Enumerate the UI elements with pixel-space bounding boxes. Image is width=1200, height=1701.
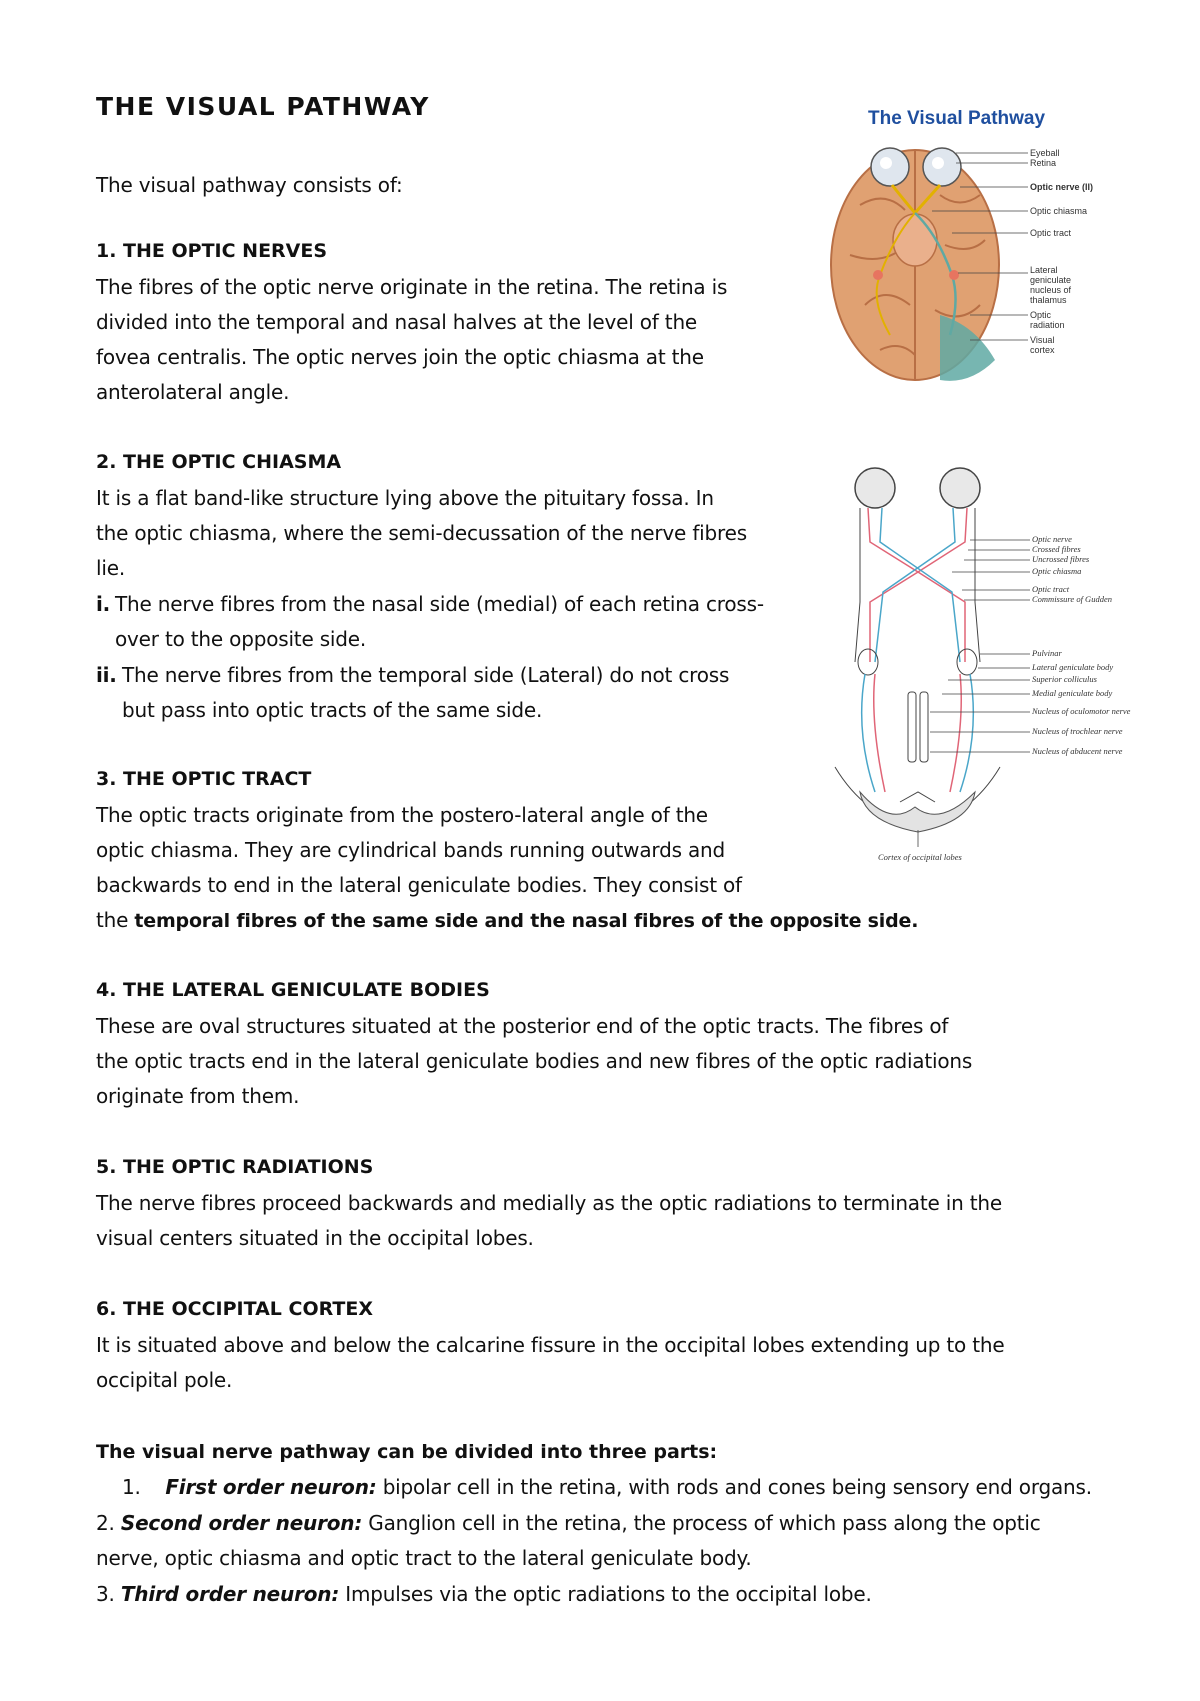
figure-visual-pathway-brain bbox=[820, 105, 1110, 395]
part-text: Impulses via the optic radiations to the occipital lobe. bbox=[339, 1582, 872, 1606]
intro-text: The visual pathway consists of: bbox=[96, 173, 403, 197]
list-item-line: over to the opposite side. bbox=[115, 627, 367, 651]
fig-label: Nucleus of trochlear nerve bbox=[1032, 726, 1123, 736]
part-term: Third order neuron: bbox=[120, 1582, 340, 1606]
fig-label: Optic nerve (II) bbox=[1030, 182, 1094, 192]
section-line: anterolateral angle. bbox=[96, 380, 290, 404]
section-line: originate from them. bbox=[96, 1084, 300, 1108]
section-line: It is situated above and below the calcarine fissure in the occipital lobes extending up to the bbox=[96, 1333, 1005, 1357]
section-line: lie. bbox=[96, 556, 125, 580]
fig-label: cortex bbox=[1030, 345, 1055, 355]
section-line: optic chiasma. They are cylindrical bands running outwards and bbox=[96, 838, 725, 862]
list-item-line: The nerve fibres from the nasal side (medial) of each retina cross- bbox=[115, 592, 764, 616]
fig-label: Nucleus of oculomotor nerve bbox=[1032, 706, 1131, 716]
fig-label: Optic bbox=[1030, 310, 1052, 320]
part-text-continued: nerve, optic chiasma and optic tract to the lateral geniculate body. bbox=[96, 1546, 752, 1570]
fig-label: geniculate bbox=[1030, 275, 1072, 285]
fig-label: nucleus of bbox=[1030, 285, 1072, 295]
fig-label: Crossed fibres bbox=[1032, 544, 1081, 554]
section-line: the optic tracts end in the lateral geniculate bodies and new fibres of the optic radiations bbox=[96, 1049, 973, 1073]
fig-label: Superior colliculus bbox=[1032, 674, 1097, 684]
part-text: bipolar cell in the retina, with rods and cones being sensory end organs. bbox=[376, 1475, 1092, 1499]
section-heading-lateral-geniculate: 4. THE LATERAL GENICULATE BODIES bbox=[96, 979, 490, 1001]
fig-label: Optic tract bbox=[1030, 228, 1072, 238]
section-line: occipital pole. bbox=[96, 1368, 233, 1392]
list-item-line: The nerve fibres from the temporal side (Lateral) do not cross bbox=[122, 663, 730, 687]
section-line: These are oval structures situated at the posterior end of the optic tracts. The fibres of bbox=[96, 1014, 949, 1038]
fig-label: Pulvinar bbox=[1032, 648, 1062, 658]
parts-heading: The visual nerve pathway can be divided into three parts: bbox=[96, 1441, 718, 1463]
part-number: 3. bbox=[96, 1582, 115, 1606]
section-heading-optic-radiations: 5. THE OPTIC RADIATIONS bbox=[96, 1156, 374, 1178]
fig-label: thalamus bbox=[1030, 295, 1067, 305]
list-item-line: but pass into optic tracts of the same side. bbox=[122, 698, 543, 722]
part-number: 2. bbox=[96, 1511, 115, 1535]
part-term: First order neuron: bbox=[165, 1475, 377, 1499]
section-heading-optic-nerves: 1. THE OPTIC NERVES bbox=[96, 240, 328, 262]
pathway-schematic bbox=[830, 462, 1113, 882]
fig-label: Optic tract bbox=[1032, 584, 1070, 594]
section-line: The nerve fibres proceed backwards and medially as the optic radiations to terminate in the bbox=[96, 1191, 1002, 1215]
section-heading-optic-chiasma: 2. THE OPTIC CHIASMA bbox=[96, 451, 342, 473]
section-line-emphasis bbox=[96, 903, 1116, 939]
list-marker: i. bbox=[96, 592, 111, 616]
section-heading-occipital-cortex: 6. THE OCCIPITAL CORTEX bbox=[96, 1298, 373, 1320]
section-line: It is a flat band-like structure lying above the pituitary fossa. In bbox=[96, 486, 714, 510]
line-prefix: the bbox=[96, 908, 135, 932]
section-heading-optic-tract: 3. THE OPTIC TRACT bbox=[96, 768, 312, 790]
figure-title: The Visual Pathway bbox=[868, 108, 1046, 129]
section-line: The fibres of the optic nerve originate in the retina. The retina is bbox=[96, 275, 728, 299]
fig-label: Optic chiasma bbox=[1032, 566, 1082, 576]
page-title: THE VISUAL PATHWAY bbox=[96, 92, 430, 121]
section-line: fovea centralis. The optic nerves join the optic chiasma at the bbox=[96, 345, 704, 369]
fig-label: Eyeball bbox=[1030, 148, 1060, 158]
fig-label: Optic nerve bbox=[1032, 534, 1072, 544]
fig-label: Lateral bbox=[1030, 265, 1058, 275]
part-item bbox=[96, 1506, 1116, 1541]
section-line: the optic chiasma, where the semi-decussation of the nerve fibres bbox=[96, 521, 747, 545]
fig-label: Lateral geniculate body bbox=[1032, 662, 1114, 672]
section-line: divided into the temporal and nasal halves at the level of the bbox=[96, 310, 698, 334]
fig-label: Visual bbox=[1030, 335, 1055, 345]
part-item bbox=[122, 1470, 1122, 1505]
bold-phrase: temporal fibres of the same side and the nasal fibres of the opposite side. bbox=[134, 910, 919, 932]
figure-visual-pathway-schematic bbox=[830, 462, 1131, 882]
brain-illustration bbox=[820, 105, 1110, 395]
fig-label: Nucleus of abducent nerve bbox=[1032, 746, 1123, 756]
part-text: Ganglion cell in the retina, the process of which pass along the optic bbox=[362, 1511, 1041, 1535]
fig-label: radiation bbox=[1030, 320, 1065, 330]
section-line: backwards to end in the lateral geniculate bodies. They consist of bbox=[96, 873, 742, 897]
fig-label: Uncrossed fibres bbox=[1032, 554, 1090, 564]
part-term: Second order neuron: bbox=[120, 1511, 363, 1535]
section-line: The optic tracts originate from the postero-lateral angle of the bbox=[96, 803, 708, 827]
fig-label: Medial geniculate body bbox=[1032, 688, 1113, 698]
part-item bbox=[96, 1577, 1116, 1612]
fig-label: Retina bbox=[1030, 158, 1057, 168]
list-marker: ii. bbox=[96, 663, 117, 687]
section-line: visual centers situated in the occipital lobes. bbox=[96, 1226, 534, 1250]
fig-label: Cortex of occipital lobes bbox=[878, 852, 962, 862]
fig-label: Optic chiasma bbox=[1030, 206, 1088, 216]
fig-label: Commissure of Gudden bbox=[1032, 594, 1112, 604]
part-number: 1. bbox=[122, 1475, 141, 1499]
